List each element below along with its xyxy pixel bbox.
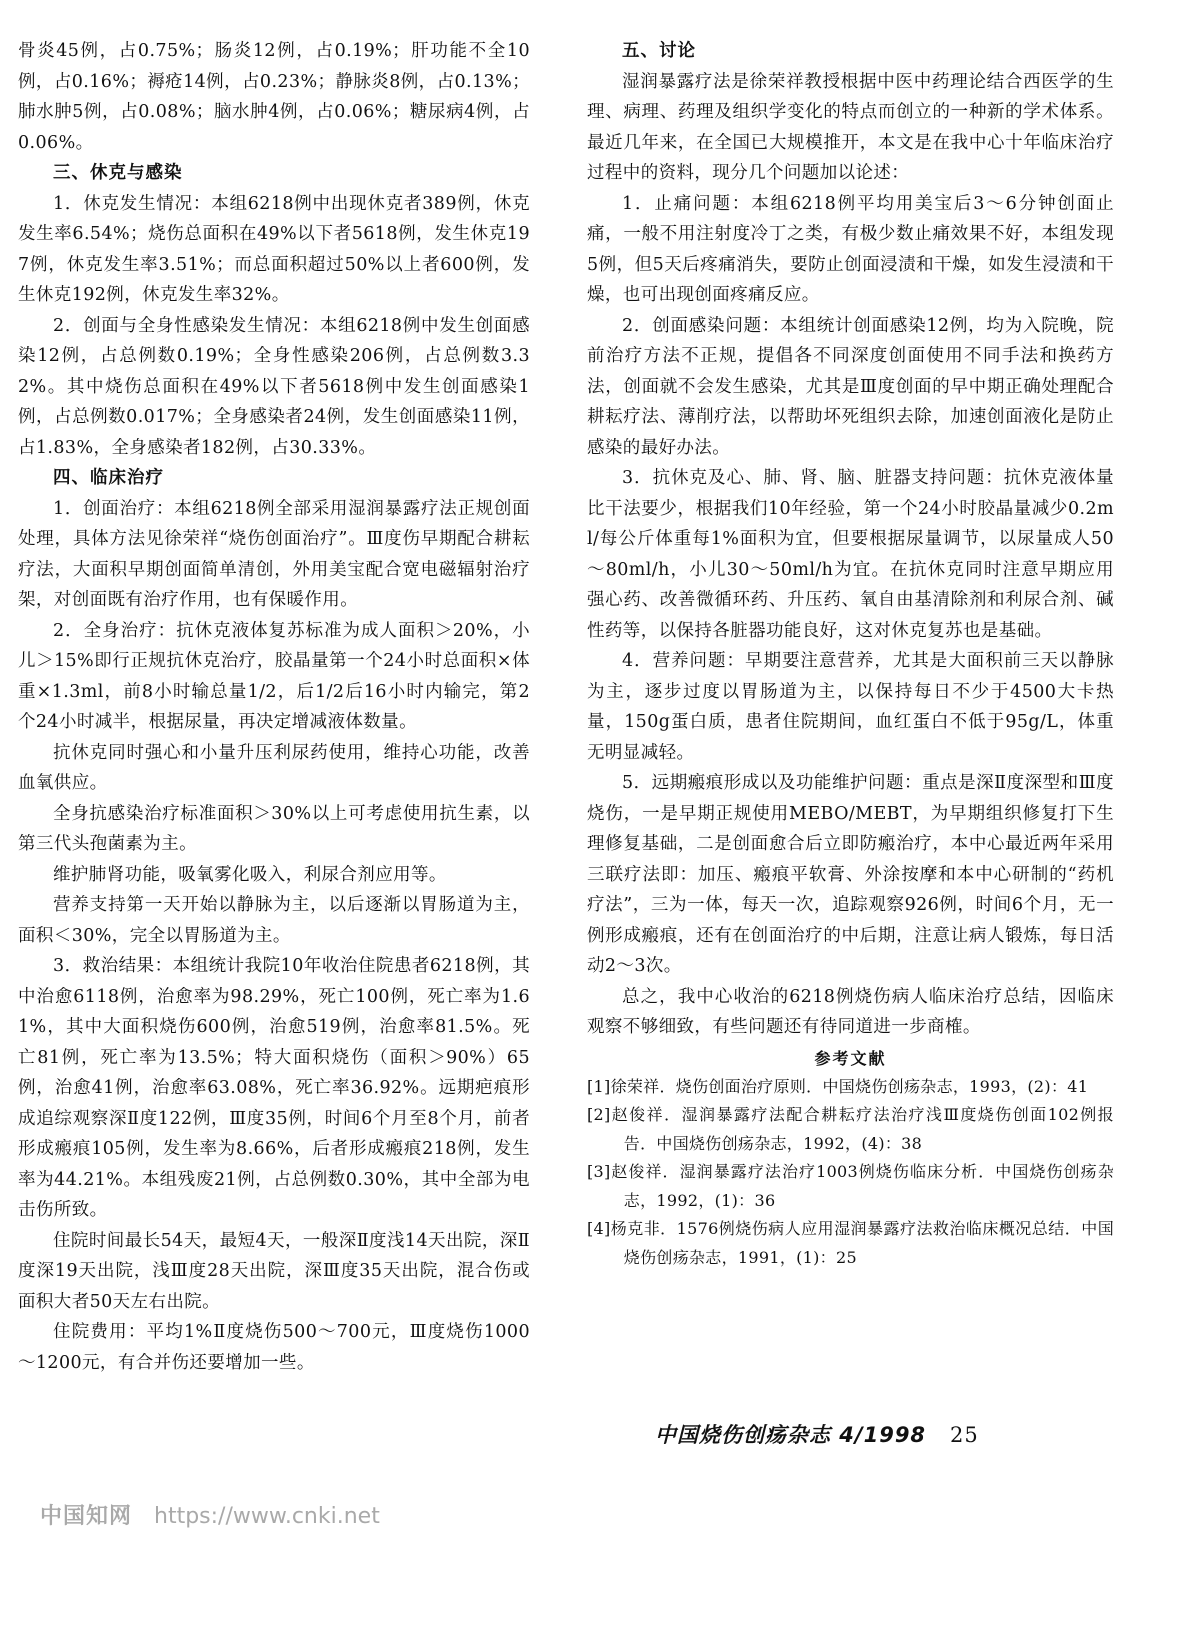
references-heading: 参考文献 (814, 1048, 887, 1068)
paragraph-hospital-cost: 住院费用：平均1%Ⅱ度烧伤500～700元，Ⅲ度烧伤1000～1200元，有合并伤还要增加一些。 (18, 1322, 530, 1373)
paragraph-heart-support: 抗休克同时强心和小量升压利尿药使用，维持心功能，改善血氧供应。 (18, 742, 530, 793)
section-heading-shock-infection: 三、休克与感染 (53, 163, 183, 183)
reference-item: [3]赵俊祥．湿润暴露疗法治疗1003例烧伤临床分析．中国烧伤创疡杂志，1992，(1)：36 (587, 1162, 1114, 1210)
paragraph-infection: 2．创面与全身性感染发生情况：本组6218例中发生创面感染12例，占总例数0.19%；全身性感染206例，占总例数3.32%。其中烧伤总面积在49%以下者5618例中发生创面感染1例，占总例数0.017%；全身感染者24例，发生创面感染11例，占1.83%，全身感染者182例，占30.33%。 (18, 315, 530, 458)
page-footer (655, 1418, 1115, 1452)
paragraph-wound-treatment: 1．创面治疗：本组6218例全部采用湿润暴露疗法正规创面处理，具体方法见徐荣祥“烧伤创面治疗”。Ⅲ度伤早期配合耕耘疗法，大面积早期创面简单清创，外用美宝配合宽电磁辐射治疗架，对创面既有治疗作用，也有保暖作用。 (18, 498, 530, 610)
paragraph-wound-infection: 2．创面感染问题：本组统计创面感染12例，均为入院晚，院前治疗方法不正规，提倡各不同深度创面使用不同手法和换药方法，创面就不会发生感染，尤其是Ⅲ度创面的早中期正确处理配合耕耘疗法、薄削疗法，以帮助坏死组织去除，加速创面液化是防止感染的最好办法。 (587, 315, 1114, 458)
paragraph-shock: 1．休克发生情况：本组6218例中出现休克者389例，休克发生率6.54%；烧伤总面积在49%以下者5618例，发生休克197例，休克发生率3.51%；而总面积超过50%以上者600例，发生休克192例，休克发生率32%。 (18, 193, 530, 305)
journal-name: 中国烧伤创疡杂志 4/1998 (655, 1423, 927, 1447)
section-heading-discussion: 五、讨论 (622, 41, 696, 61)
page-number: 25 (950, 1423, 979, 1447)
paragraph-nutrition-support: 营养支持第一天开始以静脉为主，以后逐渐以胃肠道为主，面积＜30%，完全以胃肠道为主。 (18, 895, 530, 946)
paragraph-scar: 5．远期瘢痕形成以及功能维护问题：重点是深Ⅱ度深型和Ⅲ度烧伤，一是早期正规使用MEBO/MEBT，为早期组织修复打下生理修复基础，二是创面愈合后立即防瘢治疗，本中心最近两年采用三联疗法即：加压、瘢痕平软膏、外涂按摩和本中心研制的“药机疗法”，三为一体，每天一次，追踪观察926例，时间6个月，无一例形成瘢痕，还有在创面治疗的中后期，注意让病人锻炼，每日活动2～3次。 (587, 773, 1114, 976)
paragraph-systemic-treatment: 2．全身治疗：抗休克液体复苏标准为成人面积＞20%，小儿＞15%即行正规抗休克治疗，胶晶量第一个24小时总面积×体重×1.3ml，前8小时输总量1/2，后1/2后16小时内输完，第2个24小时减半，根据尿量，再决定增减液体数量。 (18, 620, 530, 732)
paragraph-results: 3．救治结果：本组统计我院10年收治住院患者6218例，其中治愈6118例，治愈率为98.29%，死亡100例，死亡率为1.61%，其中大面积烧伤600例，治愈519例，治愈率81.5%。死亡81例，死亡率为13.5%；特大面积烧伤（面积＞90%）65例，治愈41例，治愈率63.08%，死亡率36.92%。远期疤痕形成追综观察深Ⅱ度122例，Ⅲ度35例，时间6个月至8个月，前者形成瘢痕105例，发生率为8.66%，后者形成瘢痕218例，发生率为44.21%。本组残废21例，占总例数0.30%，其中全部为电击伤所致。 (18, 956, 530, 1220)
paragraph-complications: 骨炎45例，占0.75%；肠炎12例，占0.19%；肝功能不全10例，占0.16%；褥疮14例，占0.23%；静脉炎8例，占0.13%；肺水肿5例，占0.08%；脑水肿4例，占0.06%；糖尿病4例，占0.06%。 (18, 41, 530, 153)
paragraph-summary: 总之，我中心收治的6218例烧伤病人临床治疗总结，因临床观察不够细致，有些问题还有待同道进一步商榷。 (587, 986, 1114, 1037)
watermark-brand: 中国知网 (40, 1504, 133, 1529)
paragraph-lung-kidney: 维护肺肾功能，吸氧雾化吸入，利尿合剂应用等。 (53, 864, 447, 885)
reference-item: [2]赵俊祥．湿润暴露疗法配合耕耘疗法治疗浅Ⅲ度烧伤创面102例报告．中国烧伤创疡杂志，1992，(4)：38 (587, 1105, 1114, 1153)
section-heading-treatment: 四、临床治疗 (53, 468, 164, 488)
left-column (18, 36, 530, 1378)
paragraph-discussion-intro: 湿润暴露疗法是徐荣祥教授根据中医中药理论结合西医学的生理、病理、药理及组织学变化的特点而创立的一种新的学术体系。最近几年来，在全国已大规模推开，本文是在我中心十年临床治疗过程中的资料，现分几个问题加以论述： (587, 71, 1114, 183)
cnki-watermark (40, 1502, 380, 1532)
paragraph-nutrition: 4．营养问题：早期要注意营养，尤其是大面积前三天以静脉为主，逐步过度以胃肠道为主，以保持每日不少于4500大卡热量，150g蛋白质，患者住院期间，血红蛋白不低于95g/L，体重无明显减轻。 (587, 651, 1114, 763)
right-column (587, 36, 1114, 1272)
reference-item: [4]杨克非．1576例烧伤病人应用湿润暴露疗法救治临床概况总结．中国烧伤创疡杂志，1991，(1)：25 (587, 1219, 1114, 1267)
watermark-url: https://www.cnki.net (154, 1504, 380, 1529)
paragraph-anti-infection: 全身抗感染治疗标准面积＞30%以上可考虑使用抗生素，以第三代头孢菌素为主。 (18, 803, 530, 854)
paragraph-organ-support: 3．抗休克及心、肺、肾、脑、脏器支持问题：抗休克液体量比干法要少，根据我们10年经验，第一个24小时胶晶量减少0.2ml/每公斤体重每1%面积为宜，但要根据尿量调节，以尿量成人50～80ml/h，小儿30～50ml/h为宜。在抗休克同时注意早期应用强心药、改善微循环药、升压药、氧自由基清除剂和利尿合剂、碱性药等，以保持各脏器功能良好，这对休克复苏也是基础。 (587, 468, 1114, 641)
paragraph-hospital-stay: 住院时间最长54天，最短4天，一般深Ⅱ度浅14天出院，深Ⅱ度深19天出院，浅Ⅲ度28天出院，深Ⅲ度35天出院，混合伤或面积大者50天左右出院。 (18, 1230, 530, 1312)
reference-list (587, 1073, 1114, 1273)
paragraph-pain: 1．止痛问题：本组6218例平均用美宝后3～6分钟创面止痛，一般不用注射度冷丁之类，有极少数止痛效果不好，本组发现5例，但5天后疼痛消失，要防止创面浸渍和干燥，如发生浸渍和干燥，也可出现创面疼痛反应。 (587, 193, 1114, 305)
reference-item: [1]徐荣祥．烧伤创面治疗原则．中国烧伤创疡杂志，1993，(2)：41 (587, 1076, 1089, 1096)
